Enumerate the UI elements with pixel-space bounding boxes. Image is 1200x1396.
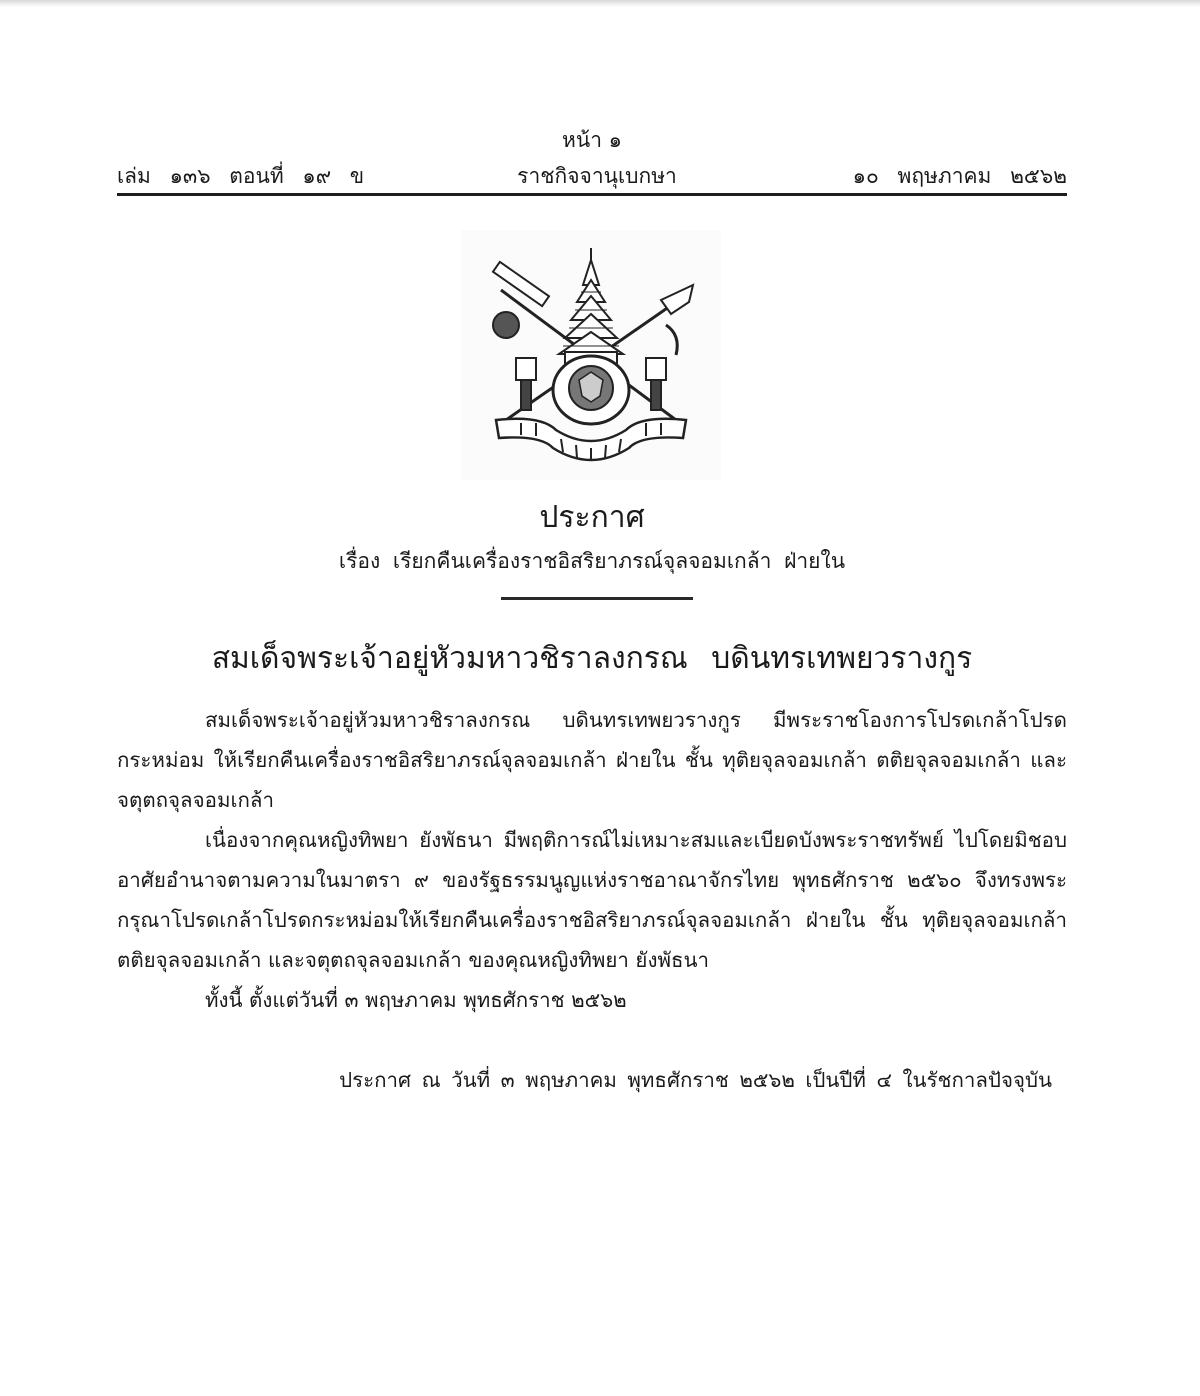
announcement-date-line: ประกาศ ณ วันที่ ๓ พฤษภาคม พุทธศักราช ๒๕๖๒ เป็นปีที่ ๔ ในรัชกาลปัจจุบัน (339, 1068, 1052, 1092)
publication-name: ราชกิจจานุเบกษา (517, 164, 677, 188)
royal-emblem-icon (461, 230, 721, 480)
masthead-divider (117, 193, 1067, 196)
announcement-title: ประกาศ (539, 500, 645, 535)
viewer-top-shadow (0, 0, 1200, 7)
royal-title-heading: สมเด็จพระเจ้าอยู่หัวมหาวชิราลงกรณ บดินทรเทพยวรางกูร (211, 641, 973, 676)
announcement-subject: เรื่อง เรียกคืนเครื่องราชอิสริยาภรณ์จุลจอมเกล้า ฝ่ายใน (338, 549, 846, 573)
body-paragraph: สมเด็จพระเจ้าอยู่หัวมหาวชิราลงกรณ บดินทรเทพยวรางกูร มีพระราชโองการโปรดเกล้าโปรดกระหม่อม ให้เรียกคืนเครื่องราชอิสริยาภรณ์จุลจอมเกล้า ฝ่ายใน ชั้น ทุติยจุลจอมเกล้า ตติยจุลจอมเกล้า และ จตุตถจุลจอมเกล้า (117, 708, 1067, 812)
page-number: หน้า ๑ (562, 128, 622, 152)
gazette-masthead (117, 160, 1067, 192)
announcement-body (117, 700, 1067, 1020)
publication-date: ๑๐ พฤษภาคม ๒๕๖๒ (852, 164, 1067, 188)
body-paragraph: เนื่องจากคุณหญิงทิพยา ยังพัธนา มีพฤติการณ์ไม่เหมาะสมและเบียดบังพระราชทรัพย์ ไปโดยมิชอบ อาศัยอำนาจตามความในมาตรา ๙ ของรัฐธรรมนูญแห่งราชอาณาจักรไทย พุทธศักราช ๒๕๖๐ จึงทรงพระกรุณาโปรดเกล้าโปรดกระหม่อมให้เรียกคืนเครื่องราชอิสริยาภรณ์จุลจอมเกล้า ฝ่ายใน ชั้น ทุติยจุลจอมเกล้า ตติยจุลจอมเกล้า และจตุตถจุลจอมเกล้า ของคุณหญิงทิพยา ยังพัธนา (117, 828, 1067, 972)
title-divider (501, 597, 693, 600)
body-paragraph: ทั้งนี้ ตั้งแต่วันที่ ๓ พฤษภาคม พุทธศักราช ๒๕๖๒ (205, 988, 627, 1012)
volume-issue: เล่ม ๑๓๖ ตอนที่ ๑๙ ข (117, 164, 365, 188)
